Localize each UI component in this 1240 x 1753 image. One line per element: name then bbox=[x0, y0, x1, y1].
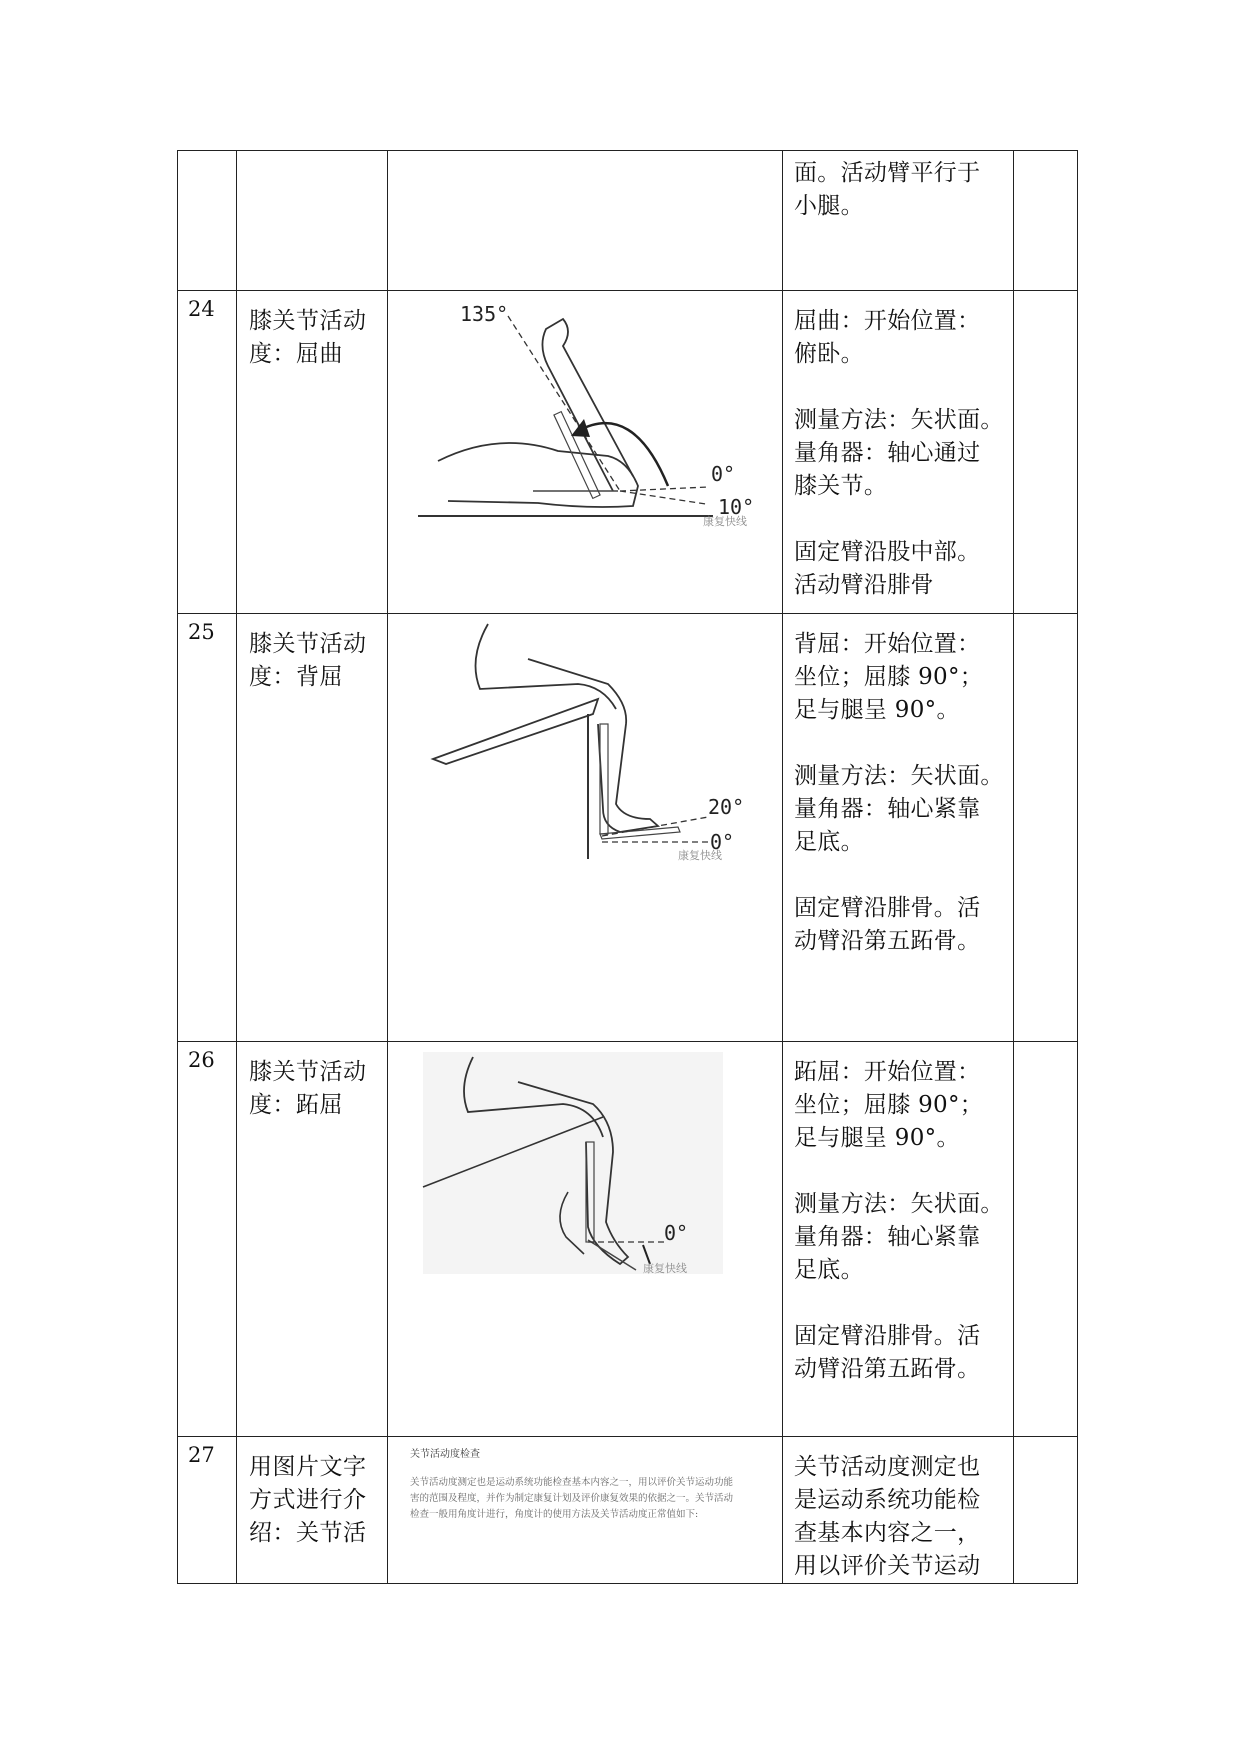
description bbox=[783, 151, 1013, 223]
watermark: 康复快线 bbox=[703, 515, 747, 528]
description bbox=[783, 291, 1013, 602]
watermark: 康复快线 bbox=[678, 849, 722, 862]
item-name: 膝关节活动 度：跖屈 bbox=[249, 1059, 367, 1118]
table-row bbox=[178, 291, 1078, 614]
excerpt-heading: 关节活动度检查 bbox=[410, 1449, 480, 1460]
row-number-cell bbox=[178, 291, 237, 614]
angle-label-10: 10° bbox=[718, 495, 755, 519]
description-paragraph: 测量方法：矢状面。 量角器：轴心通过 膝关节。 bbox=[794, 407, 1004, 499]
empty-cell bbox=[1014, 151, 1078, 291]
table-row bbox=[178, 1042, 1078, 1437]
table-row bbox=[178, 151, 1078, 291]
description-cell bbox=[783, 151, 1014, 291]
description-paragraph: 固定臂沿腓骨。活 动臂沿第五跖骨。 bbox=[794, 1323, 981, 1382]
dorsiflexion-illustration bbox=[388, 614, 780, 864]
description-paragraph: 测量方法：矢状面。 量角器：轴心紧靠 足底。 bbox=[794, 1191, 1004, 1283]
plantarflexion-figure bbox=[388, 1042, 782, 1277]
empty-cell bbox=[1014, 1042, 1078, 1437]
description-cell bbox=[783, 291, 1014, 614]
description bbox=[783, 1042, 1013, 1386]
angle-line-0 bbox=[620, 487, 708, 491]
angle-label-135: 135° bbox=[460, 302, 509, 326]
row-number: 24 bbox=[188, 297, 215, 321]
figure-cell bbox=[388, 291, 783, 614]
rom-table bbox=[177, 150, 1078, 1584]
angle-line-135 bbox=[508, 316, 620, 491]
row-number bbox=[178, 151, 236, 159]
plantarflexion-illustration bbox=[388, 1042, 780, 1277]
angle-label-0: 0° bbox=[710, 830, 735, 854]
lower-leg-outline bbox=[542, 319, 633, 491]
excerpt-line: 关节活动度测定也是运动系统功能检查基本内容之一，用以评价关节运动功能 bbox=[410, 1477, 734, 1488]
thigh-outline bbox=[476, 624, 617, 709]
item-name: 用图片文字 方式进行介 绍：关节活 bbox=[249, 1454, 367, 1546]
item-name-cell bbox=[237, 291, 388, 614]
angle-label-0: 0° bbox=[664, 1221, 689, 1245]
watermark: 康复快线 bbox=[643, 1262, 687, 1275]
knee-flexion-illustration bbox=[388, 291, 780, 531]
description-paragraph: 测量方法：矢状面。 量角器：轴心紧靠 足底。 bbox=[794, 763, 1004, 855]
knee-flexion-figure bbox=[388, 291, 782, 531]
item-name-cell bbox=[237, 1437, 388, 1584]
row-number-cell bbox=[178, 1437, 237, 1584]
empty-cell bbox=[1014, 1437, 1078, 1584]
excerpt-line: 检查一般用角度计进行，角度计的使用方法及关节活动度正常值如下: bbox=[410, 1509, 699, 1520]
row-number: 26 bbox=[188, 1048, 215, 1072]
row-number: 25 bbox=[188, 620, 215, 644]
item-name-cell bbox=[237, 151, 388, 291]
empty-cell bbox=[1014, 291, 1078, 614]
description bbox=[783, 614, 1013, 958]
angle-line-20 bbox=[602, 817, 708, 836]
row-number-cell bbox=[178, 1042, 237, 1437]
thigh-outline bbox=[438, 443, 638, 507]
item-name: 膝关节活动 度：背屈 bbox=[249, 631, 367, 690]
description-paragraph: 背屈：开始位置： 坐位；屈膝 90°； 足与腿呈 90°。 bbox=[794, 631, 984, 723]
item-name bbox=[237, 151, 387, 165]
empty-cell bbox=[1014, 614, 1078, 1042]
bench bbox=[433, 699, 598, 764]
table-row bbox=[178, 1437, 1078, 1584]
table-row bbox=[178, 614, 1078, 1042]
description-cell bbox=[783, 1437, 1014, 1584]
description-paragraph: 固定臂沿股中部。 活动臂沿腓骨 bbox=[794, 539, 981, 598]
item-name: 膝关节活动 度：屈曲 bbox=[249, 308, 367, 367]
description-paragraph: 跖屈：开始位置： 坐位；屈膝 90°； 足与腿呈 90°。 bbox=[794, 1059, 984, 1151]
angle-label-20: 20° bbox=[708, 795, 745, 819]
description-cell bbox=[783, 614, 1014, 1042]
figure-cell bbox=[388, 614, 783, 1042]
item-name-cell bbox=[237, 1042, 388, 1437]
description bbox=[783, 1437, 1013, 1583]
description-paragraph: 面。活动臂平行于 小腿。 bbox=[794, 160, 981, 219]
description-paragraph: 关节活动度测定也 是运动系统功能检 查基本内容之一， 用以评价关节运动 bbox=[794, 1454, 981, 1579]
description-paragraph: 屈曲：开始位置： 俯卧。 bbox=[794, 308, 981, 367]
row-number: 27 bbox=[188, 1443, 215, 1467]
text-image-excerpt bbox=[388, 1437, 782, 1523]
angle-line-10 bbox=[620, 491, 706, 504]
row-number-cell bbox=[178, 614, 237, 1042]
description-cell bbox=[783, 1042, 1014, 1437]
figure-cell bbox=[388, 1042, 783, 1437]
angle-label-0: 0° bbox=[711, 462, 736, 486]
figure-cell bbox=[388, 151, 783, 291]
excerpt-line: 害的范围及程度，并作为制定康复计划及评价康复效果的依据之一。关节活动 bbox=[410, 1493, 734, 1504]
item-name-cell bbox=[237, 614, 388, 1042]
row-number-cell bbox=[178, 151, 237, 291]
description-paragraph: 固定臂沿腓骨。活 动臂沿第五跖骨。 bbox=[794, 895, 981, 954]
dorsiflexion-figure bbox=[388, 614, 782, 864]
figure-cell bbox=[388, 1437, 783, 1584]
